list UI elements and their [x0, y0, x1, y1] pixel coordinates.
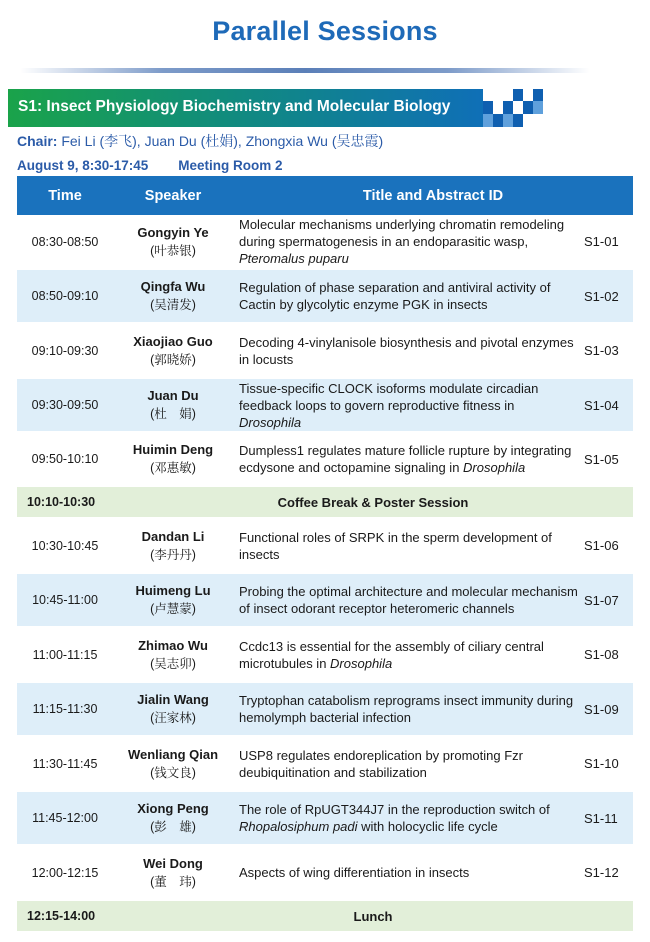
- row-time: 09:10-09:30: [31, 343, 99, 358]
- table-row: [17, 324, 633, 379]
- abstract-id: S1-12: [584, 865, 619, 880]
- speaker-name-cn: (卢慧蒙): [150, 602, 196, 616]
- header-speaker: Speaker: [144, 187, 202, 204]
- row-time: 12:00-12:15: [31, 865, 99, 880]
- checker-decoration: [483, 89, 543, 127]
- row-speaker: [113, 637, 233, 673]
- session-banner: S1: Insect Physiology Biochemistry and Molecular Biology: [8, 89, 483, 127]
- session-room: Meeting Room 2: [178, 158, 283, 173]
- talk-title: Functional roles of SRPK in the sperm development of insects: [239, 529, 552, 562]
- row-time: 11:15-11:30: [32, 702, 98, 716]
- speaker-name-cn: (杜 娟): [150, 407, 196, 421]
- talk-title-italic: Drosophila: [330, 655, 393, 671]
- table-row: [17, 792, 633, 846]
- row-title: [233, 692, 578, 726]
- abstract-id: S1-05: [584, 451, 619, 467]
- page-title: Parallel Sessions: [212, 16, 438, 46]
- talk-title: Probing the optimal architecture and molecular mechanism of insect odorant receptor heteromeric channels: [239, 584, 578, 616]
- abstract-id: S1-06: [584, 538, 619, 553]
- speaker-name: Zhimao Wu: [138, 637, 208, 653]
- abstract-id: S1-10: [584, 756, 619, 771]
- row-title: [233, 801, 578, 835]
- row-speaker: [113, 746, 233, 782]
- row-time: 09:30-09:50: [31, 398, 99, 412]
- row-title: [233, 583, 578, 617]
- table-row: [17, 519, 633, 574]
- row-speaker: [113, 224, 233, 260]
- row-time: 10:45-11:00: [32, 593, 98, 607]
- speaker-name: Gongyin Ye: [137, 224, 209, 240]
- speaker-name: Xiaojiao Guo: [133, 333, 213, 349]
- table-row: [17, 846, 633, 901]
- speaker-name: Jialin Wang: [137, 692, 209, 707]
- talk-title-italic: Drosophila: [239, 414, 302, 430]
- schedule-table: [17, 176, 633, 933]
- break-row: [17, 487, 633, 519]
- row-title: [233, 216, 578, 267]
- break-row: [17, 901, 633, 933]
- row-time: 11:00-11:15: [32, 647, 98, 662]
- title-divider: [20, 68, 590, 73]
- row-speaker: [113, 800, 233, 836]
- header-title: Title and Abstract ID: [362, 187, 504, 204]
- row-title: [233, 638, 578, 672]
- table-row: [17, 270, 633, 324]
- speaker-name: Qingfa Wu: [140, 279, 206, 294]
- talk-title: Tissue-specific CLOCK isoforms modulate circadian feedback loops to govern reproductive fitness in: [239, 380, 539, 413]
- talk-title: The role of RpUGT344J7 in the reproduction switch of: [239, 802, 550, 817]
- talk-title: Dumpless1 regulates mature follicle rupture by integrating ecdysone and octopamine signaling in: [239, 443, 572, 475]
- row-speaker: [113, 528, 233, 564]
- row-time: 08:30-08:50: [31, 234, 99, 249]
- row-time: 10:30-10:45: [31, 538, 99, 553]
- talk-title: Tryptophan catabolism reprograms insect immunity during hemolymph bacterial infection: [239, 693, 574, 725]
- talk-title-italic: Drosophila: [463, 460, 526, 475]
- row-title: [233, 442, 578, 476]
- talk-title: Molecular mechanisms underlying chromatin remodeling during spermatogenesis in an endoparasitic wasp,: [239, 217, 565, 249]
- talk-title-tail: with holocyclic life cycle: [357, 819, 498, 834]
- speaker-name: Wei Dong: [143, 855, 203, 871]
- abstract-id: S1-07: [584, 592, 619, 608]
- talk-title: Aspects of wing differentiation in insects: [239, 865, 470, 880]
- row-speaker: [113, 278, 233, 314]
- break-label: Coffee Break & Poster Session: [277, 494, 469, 510]
- speaker-name-cn: (董 玮): [150, 874, 196, 889]
- table-row: [17, 574, 633, 628]
- speaker-name-cn: (郭晓娇): [150, 352, 196, 367]
- speaker-name: Dandan Li: [141, 528, 205, 544]
- row-title: [233, 334, 578, 368]
- table-row: [17, 433, 633, 487]
- row-time: 09:50-10:10: [31, 452, 99, 466]
- talk-title-italic: Pteromalus puparu: [239, 251, 349, 266]
- row-time: 11:30-11:45: [32, 756, 98, 771]
- row-title: [233, 279, 578, 313]
- break-time: 12:15-14:00: [27, 909, 96, 923]
- row-time: 08:50-09:10: [31, 289, 99, 303]
- row-speaker: [113, 441, 233, 477]
- row-title: [233, 747, 578, 781]
- table-body: [17, 215, 633, 933]
- table-row: [17, 628, 633, 683]
- table-row: [17, 215, 633, 270]
- speaker-name-cn: (彭 雄): [150, 820, 196, 834]
- table-row: [17, 379, 633, 433]
- abstract-id: S1-04: [584, 397, 619, 413]
- row-speaker: [113, 333, 233, 369]
- talk-title: USP8 regulates endoreplication by promoting Fzr deubiquitination and stabilization: [239, 747, 523, 780]
- row-time: 11:45-12:00: [32, 811, 98, 825]
- speaker-name-cn: (钱文良): [150, 765, 196, 780]
- abstract-id: S1-01: [584, 234, 619, 249]
- row-title: [233, 380, 578, 431]
- speaker-name: Huimin Deng: [132, 442, 214, 457]
- abstract-id: S1-08: [584, 647, 619, 662]
- talk-title-italic: Rhopalosiphum padi: [239, 819, 358, 834]
- session-date: August 9, 8:30-17:45: [17, 158, 149, 173]
- talk-title: Decoding 4-vinylanisole biosynthesis and pivotal enzymes in locusts: [239, 334, 574, 367]
- speaker-name-cn: (邓惠敏): [150, 461, 196, 475]
- speaker-name: Juan Du: [147, 388, 199, 403]
- row-title: [233, 529, 578, 563]
- table-row: [17, 683, 633, 737]
- speaker-name: Huimeng Lu: [135, 583, 211, 598]
- speaker-name-cn: (汪家林): [150, 711, 196, 725]
- chair-names: Fei Li (李飞), Juan Du (杜娟), Zhongxia Wu (吴忠霞): [57, 133, 384, 149]
- row-title: [233, 864, 578, 881]
- abstract-id: S1-09: [584, 701, 619, 717]
- table-header: [17, 176, 633, 215]
- break-time: 10:10-10:30: [27, 495, 96, 509]
- speaker-name-cn: (叶恭银): [150, 243, 196, 258]
- session-chair: [17, 131, 383, 151]
- talk-title: Regulation of phase separation and antiviral activity of Cactin by glycolytic enzyme PGK in insects: [239, 280, 551, 312]
- speaker-name: Wenliang Qian: [127, 746, 219, 762]
- row-speaker: [113, 691, 233, 727]
- speaker-name-cn: (吴清发): [150, 298, 196, 312]
- abstract-id: S1-11: [584, 810, 618, 826]
- speaker-name-cn: (李丹丹): [150, 547, 196, 562]
- header-time: Time: [48, 187, 82, 204]
- chair-label: Chair:: [17, 133, 58, 149]
- talk-title: Ccdc13 is essential for the assembly of ciliary central microtubules in: [239, 638, 544, 671]
- abstract-id: S1-02: [584, 288, 619, 304]
- table-row: [17, 737, 633, 792]
- row-speaker: [113, 582, 233, 618]
- row-speaker: [113, 855, 233, 891]
- speaker-name-cn: (吴志卯): [150, 656, 196, 671]
- speaker-name: Xiong Peng: [137, 801, 209, 816]
- session-date-room: [17, 158, 283, 173]
- row-speaker: [113, 387, 233, 423]
- abstract-id: S1-03: [584, 343, 619, 358]
- break-label: Lunch: [353, 908, 393, 924]
